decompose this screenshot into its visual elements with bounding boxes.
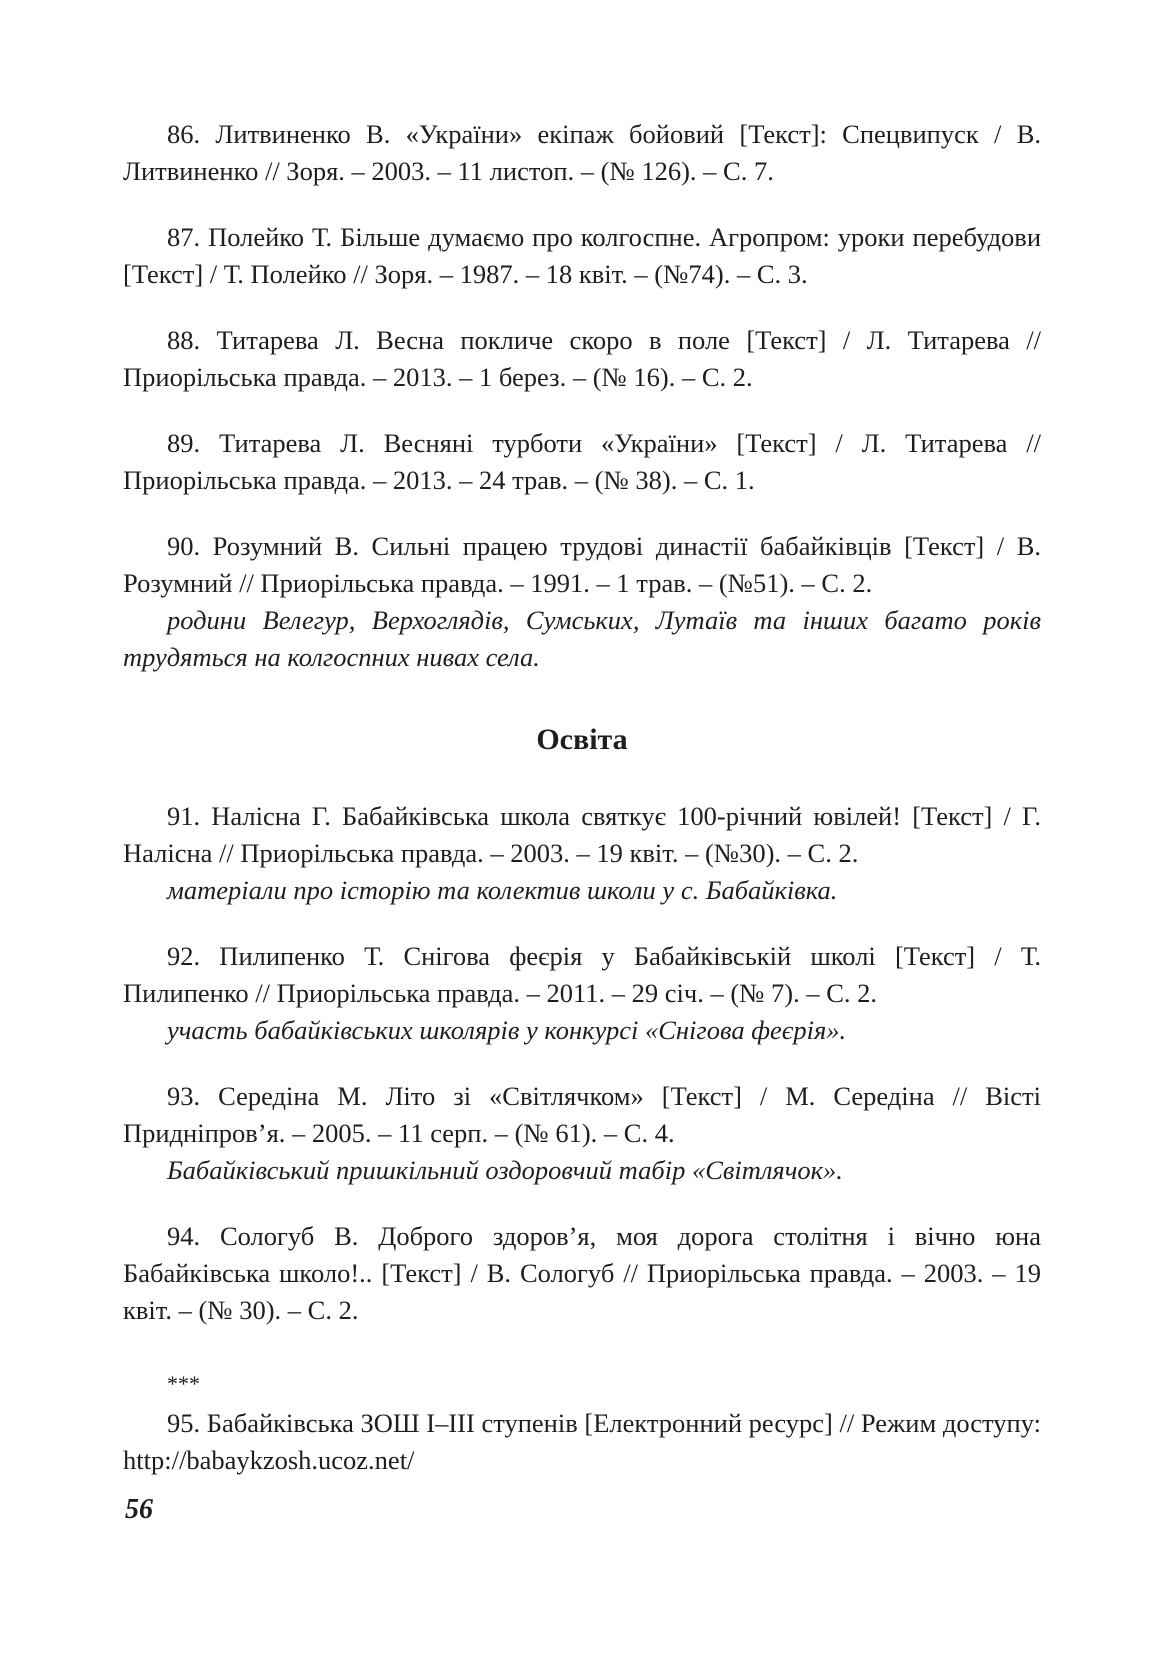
- entry-95: [123, 1405, 1041, 1479]
- entry-text: 88. Титарева Л. Весна покличе скоро в поле [Текст] / Л. Титарева // Приорільська правда. – 2013. – 1 берез. – (№ 16). – С. 2.: [123, 325, 1041, 392]
- entry-89: [123, 425, 1041, 499]
- entry-92: [123, 938, 1041, 1049]
- entry-text: 93. Середіна М. Літо зі «Світлячком» [Текст] / М. Середіна // Вісті Придніпров’я. – 2005. – 11 серп. – (№ 61). – С. 4.: [123, 1081, 1041, 1148]
- section-heading: Освіта: [536, 723, 628, 756]
- entry-87: [123, 219, 1041, 293]
- entry-text: 92. Пилипенко Т. Снігова феєрія у Бабайківській школі [Текст] / Т. Пилипенко // Приорільська правда. – 2011. – 29 січ. – (№ 7). – С. 2.: [123, 941, 1041, 1008]
- entry-text: 89. Титарева Л. Весняні турботи «України» [Текст] / Л. Титарева // Приорільська правда. – 2013. – 24 трав. – (№ 38). – С. 1.: [123, 428, 1041, 495]
- separator-asterisks: ***: [167, 1371, 200, 1396]
- entry-86: [123, 116, 1041, 190]
- entry-text: 94. Сологуб В. Доброго здоров’я, моя дорога столітня і вічно юна Бабайківська школо!.. [Текст] / В. Сологуб // Приорільська правда. – 2003. – 19 квіт. – (№ 30). – С. 2.: [123, 1221, 1041, 1325]
- page-content: [123, 116, 1041, 1479]
- entry-88: [123, 322, 1041, 396]
- entry-94: [123, 1218, 1041, 1329]
- entry-90: [123, 528, 1041, 676]
- entry-93: [123, 1078, 1041, 1189]
- entry-text: 90. Розумний В. Сильні працею трудові династії бабайківців [Текст] / В. Розумний // Приорільська правда. – 1991. – 1 трав. – (№51). – С. 2.: [123, 531, 1041, 598]
- entry-annotation: матеріали про історію та колектив школи у с. Бабайківка.: [167, 875, 838, 905]
- entry-annotation: родини Велегур, Верхоглядів, Сумських, Лутаїв та інших багато років трудяться на колгоспних нивах села.: [123, 605, 1041, 672]
- entry-text: 95. Бабайківська ЗОШ I–III ступенів [Електронний ресурс] // Режим доступу: http://babaykzosh.ucoz.net/: [123, 1408, 1041, 1475]
- entry-text: 87. Полейко Т. Більше думаємо про колгоспне. Агропром: уроки перебудови [Текст] / Т. Полейко // Зоря. – 1987. – 18 квіт. – (№74). – С. 3.: [123, 222, 1041, 289]
- entry-annotation: участь бабайківських школярів у конкурсі «Снігова феєрія».: [167, 1015, 847, 1045]
- entry-text: 91. Налісна Г. Бабайківська школа святкує 100-річний ювілей! [Текст] / Г. Налісна // Приорільська правда. – 2003. – 19 квіт. – (№30). – С. 2.: [123, 801, 1041, 868]
- entry-annotation: Бабайківський пришкільний оздоровчий табір «Світлячок».: [167, 1155, 843, 1185]
- entry-91: [123, 798, 1041, 909]
- entry-text: 86. Литвиненко В. «України» екіпаж бойовий [Текст]: Спецвипуск / В. Литвиненко // Зоря. – 2003. – 11 листоп. – (№ 126). – С. 7.: [123, 119, 1041, 186]
- page-number: 56: [125, 1494, 153, 1525]
